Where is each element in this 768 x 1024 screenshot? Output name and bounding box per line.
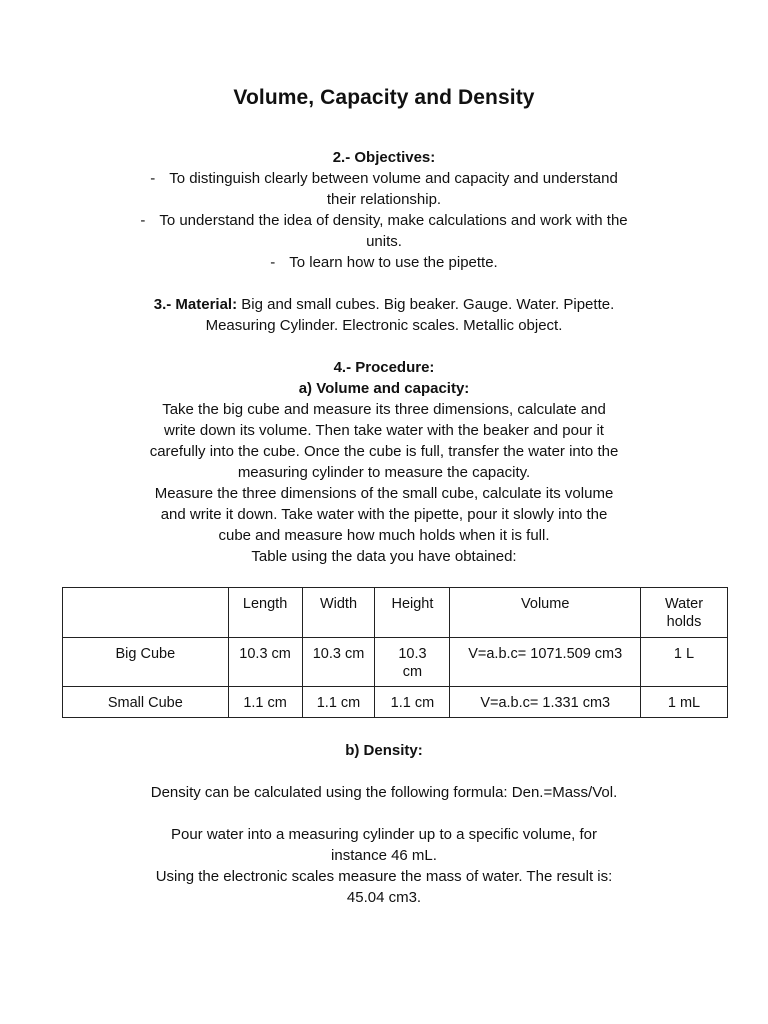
table-cell: Big Cube [63,638,229,687]
objectives-heading: 2.- Objectives: [332,149,436,166]
procedure-subheading-a: a) Volume and capacity: [298,380,470,397]
objective-item-continued: units. [366,233,402,250]
table-header-row [63,588,728,638]
objective-item-continued: their relationship. [326,191,442,208]
procedure-heading: 4.- Procedure: [333,359,435,376]
table-cell: 1.1 cm [228,687,302,718]
table-header-cell: Volume [450,588,641,638]
material-label: 3.- Material: [153,296,238,313]
paragraph-line: Pour water into a measuring cylinder up to a specific volume, for [170,826,598,843]
density-section [84,740,684,761]
cube-data-table [62,587,728,718]
paragraph-line: cube and measure how much holds when it is full. [218,527,550,544]
table-cell: 1 mL [641,687,728,718]
table-header-cell: Height [375,588,450,638]
objectives-section-2 [100,210,668,273]
density-subheading: b) Density: [345,742,423,759]
objective-item: - To understand the idea of density, make calculations and work with the [140,212,628,229]
table-intro: Table using the data you have obtained: [251,548,517,565]
density-formula-block [84,782,684,803]
table-cell: Small Cube [63,687,229,718]
page-title: Volume, Capacity and Density [233,86,535,109]
table-cell: V=a.b.c= 1.331 cm3 [450,687,641,718]
table-cell: 10.3 cm [302,638,375,687]
material-text: Big and small cubes. Big beaker. Gauge. Water. Pipette. [237,296,615,313]
paragraph-line: Using the electronic scales measure the mass of water. The result is: [155,868,613,885]
objective-item: - To learn how to use the pipette. [270,254,498,271]
table-cell: 1.1 cm [375,687,450,718]
objective-item: - To distinguish clearly between volume and capacity and understand [150,170,618,187]
table-row [63,638,728,687]
density-formula: Density can be calculated using the following formula: Den.=Mass/Vol. [150,784,618,801]
table-cell: 1 L [641,638,728,687]
objectives-section [110,147,658,210]
table-cell: 1.1 cm [302,687,375,718]
table-header-cell: Length [228,588,302,638]
table-row [63,687,728,718]
table-header-cell [63,588,229,638]
table-cell: V=a.b.c= 1071.509 cm3 [450,638,641,687]
material-text-continued: Measuring Cylinder. Electronic scales. Metallic object. [205,317,563,334]
paragraph-line: write down its volume. Then take water with the beaker and pour it [164,422,604,439]
paragraph-line: Take the big cube and measure its three dimensions, calculate and [162,401,606,418]
paragraph-line: instance 46 mL. [331,847,437,864]
paragraph-line: 45.04 cm3. [346,889,422,906]
table-header-cell: Water holds [641,588,728,638]
paragraph-line: Measure the three dimensions of the small cube, calculate its volume [154,485,614,502]
table-cell: 10.3 cm [228,638,302,687]
procedure-section [84,357,684,567]
material-section [84,294,684,336]
table-cell: 10.3 cm [375,638,450,687]
paragraph-line: measuring cylinder to measure the capacity. [237,464,531,481]
paragraph-line: and write it down. Take water with the pipette, pour it slowly into the [160,506,608,523]
paragraph-line: carefully into the cube. Once the cube is full, transfer the water into the [149,443,619,460]
density-procedure-block [84,824,684,908]
table-header-cell: Width [302,588,375,638]
